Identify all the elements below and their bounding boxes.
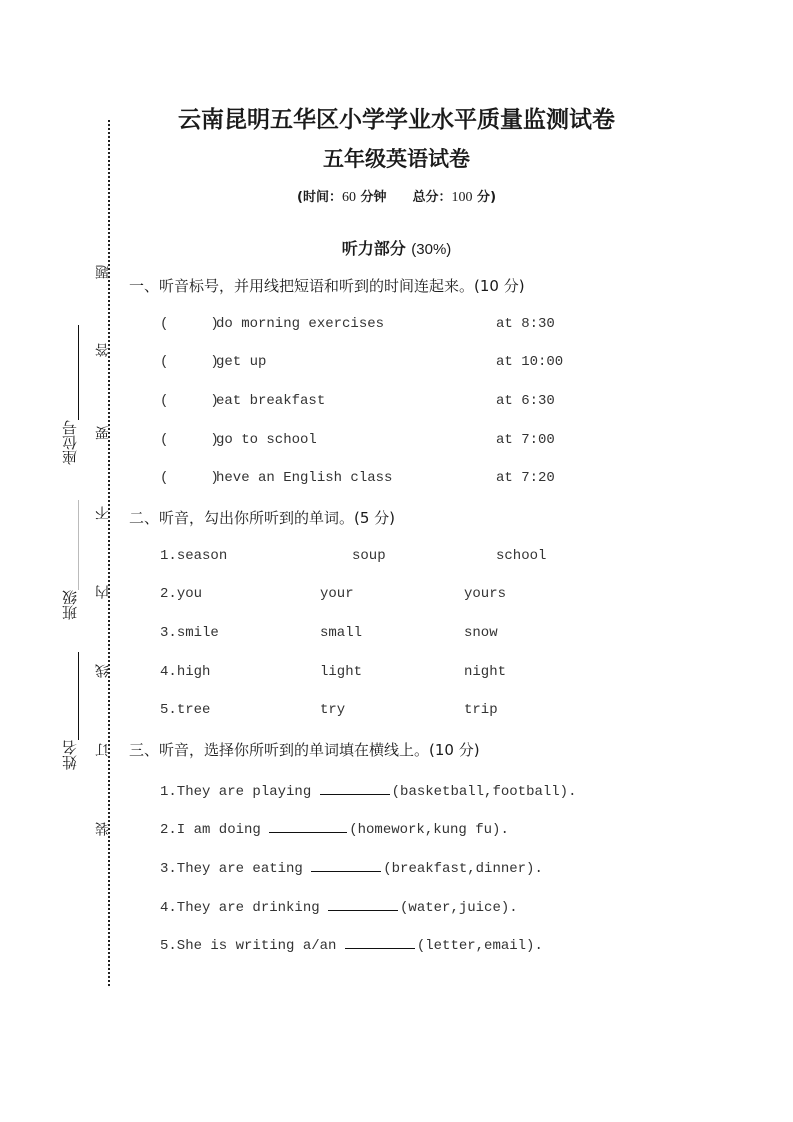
match-phrase: get up [216,354,267,370]
answer-options: (homework,kung fu). [349,822,509,838]
word-option-b[interactable]: light [320,664,363,680]
sentence-prefix: 4.They are drinking [160,900,329,916]
margin-char: 装 [95,822,111,836]
match-phrase: heve an English class [216,470,393,486]
match-time: at 7:20 [496,470,555,486]
margin-char: 要 [95,426,111,440]
part-percent: (30%) [411,241,452,258]
match-time: at 8:30 [496,316,555,332]
time-unit: 分钟 [360,190,387,205]
part-title-text: 听力部分 [341,239,406,258]
answer-blank[interactable] [311,857,381,872]
meta-open-paren: ( [296,190,303,205]
exam-meta [0,186,793,206]
match-bracket[interactable]: ( ) [160,393,219,409]
score-label: 总分： [412,190,452,205]
section-1-heading: 一、听音标号，并用线把短语和听到的时间连起来。(10 分) [129,277,525,295]
answer-blank[interactable] [328,896,398,911]
answer-options: (breakfast,dinner). [383,861,543,877]
margin-char: 线 [95,664,111,678]
name-field[interactable] [78,652,79,740]
item-number: 3. [160,625,177,641]
score-unit: 分 [477,190,491,205]
sentence-prefix: 3.They are eating [160,861,312,877]
match-phrase: eat breakfast [216,393,326,409]
word-option-a[interactable]: season [176,548,228,564]
word-choice-row [160,586,202,602]
fill-blank-row [160,934,543,954]
time-value: 60 [341,190,356,205]
section-2-heading: 二、听音，勾出你所听到的单词。(5 分) [129,509,396,527]
word-option-b[interactable]: soup [352,548,386,564]
match-bracket[interactable]: ( ) [160,316,219,332]
fill-blank-row [160,896,518,916]
word-choice-row [160,625,219,641]
item-number: 1. [160,548,177,564]
exam-subtitle: 五年级英语试卷 [323,147,470,171]
word-option-c[interactable]: night [464,664,507,680]
word-option-c[interactable]: yours [464,586,507,602]
answer-blank[interactable] [345,934,415,949]
sentence-prefix: 1.They are playing [160,784,320,800]
match-phrase: do morning exercises [216,316,385,332]
answer-options: (water,juice). [400,900,518,916]
fill-blank-row [160,780,576,800]
match-time: at 7:00 [496,432,555,448]
word-option-c[interactable]: school [496,548,547,564]
match-time: at 6:30 [496,393,555,409]
part-title [0,236,793,259]
seat-number-field[interactable] [78,325,79,420]
match-bracket[interactable]: ( ) [160,470,219,486]
exam-title: 云南昆明五华区小学学业水平质量监测试卷 [178,107,615,133]
item-number: 4. [160,664,177,680]
time-label: 时间： [302,190,342,205]
fill-blank-row [160,857,543,877]
fill-blank-row [160,818,509,838]
class-field[interactable] [78,500,79,590]
seat-number-label: 座位号 [61,420,79,465]
word-option-a[interactable]: high [176,664,211,680]
answer-options: (letter,email). [416,938,543,954]
answer-blank[interactable] [269,818,347,833]
match-bracket[interactable]: ( ) [160,354,219,370]
name-label: 姓名 [61,740,79,770]
item-number: 5. [160,702,177,718]
sentence-prefix: 5.She is writing a/an [160,938,345,954]
word-option-a[interactable]: tree [176,702,211,718]
margin-char: 不 [95,506,111,520]
margin-char: 订 [95,743,111,757]
word-option-a[interactable]: smile [176,625,219,641]
word-option-b[interactable]: your [320,586,354,602]
word-option-c[interactable]: trip [464,702,498,718]
answer-blank[interactable] [320,780,390,795]
item-number: 2. [160,586,177,602]
margin-char: 题 [95,265,111,279]
word-option-a[interactable]: you [176,586,203,602]
word-option-c[interactable]: snow [464,625,498,641]
margin-char: 答 [95,343,111,357]
sentence-prefix: 2.I am doing [160,822,270,838]
score-value: 100 [451,190,473,205]
section-3-heading: 三、听音，选择你所听到的单词填在横线上。(10 分) [129,741,480,759]
meta-close-paren: ) [490,190,497,205]
word-choice-row [160,664,210,680]
word-choice-row [160,548,227,564]
match-phrase: go to school [216,432,317,448]
word-option-b[interactable]: try [320,702,346,718]
match-time: at 10:00 [496,354,564,370]
word-choice-row [160,702,210,718]
margin-char: 内 [95,585,111,599]
class-label: 班级 [61,590,79,620]
match-bracket[interactable]: ( ) [160,432,219,448]
word-option-b[interactable]: small [320,625,363,641]
answer-options: (basketball,football). [391,784,577,800]
